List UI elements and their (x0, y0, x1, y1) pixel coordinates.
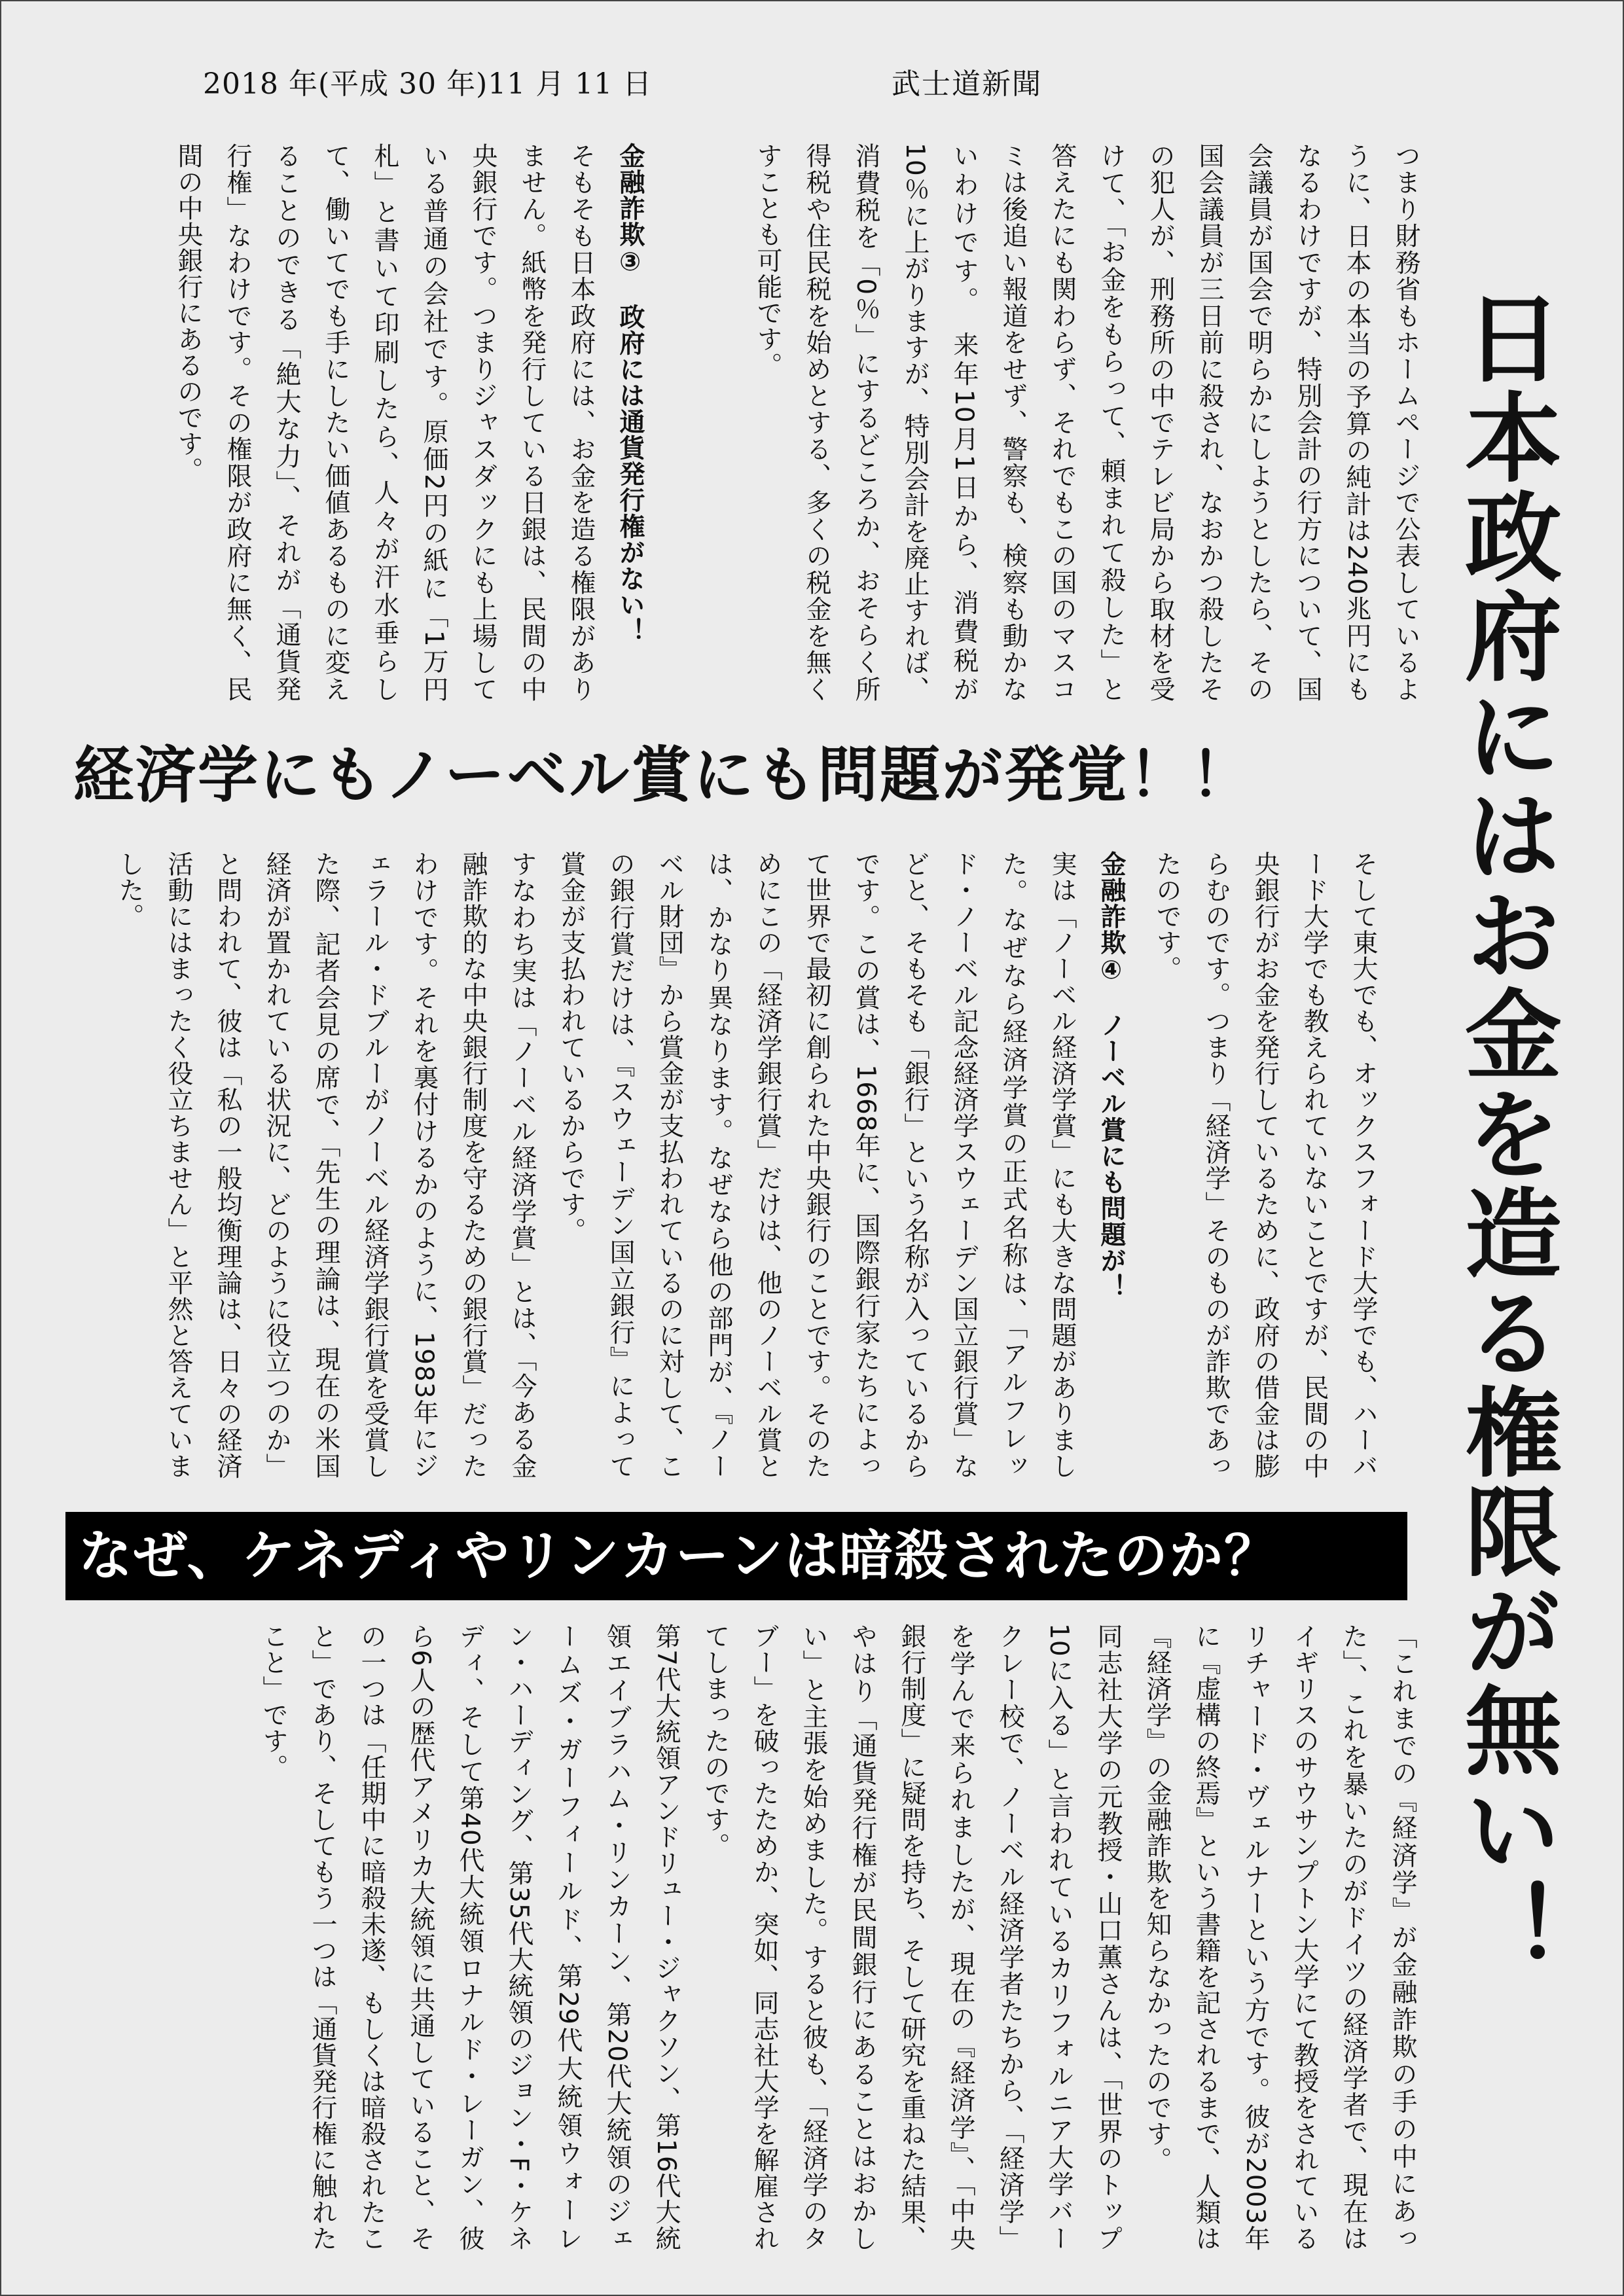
paragraph: そして東大でも、オックスフォード大学でも、ハーバード大学でも教えられていないことですが、民間の中央銀行がお金を発行しているために、政府の借金は膨らむのです。つまり「経済学」そのものが詐欺であったのです。 (1152, 851, 1378, 1479)
subheading-fraud-4: 金融詐欺④ ノーベル賞にも問題が！ (1096, 851, 1126, 1300)
issue-date: 2018 年(平成 30 年)11 月 11 日 (203, 67, 653, 101)
subheading-fraud-3: 金融詐欺③ 政府には通貨発行権がない！ (615, 143, 645, 644)
article-top-left (118, 143, 655, 702)
paragraph: すなわち実は「ノーベル経済学賞」とは、「今ある金融詐欺的な中央銀行制度を守るための銀行賞」だったわけです。それを裏付けるかのように、1983年にジェラール・ドブルーがノーベル経済学銀行賞を受賞した際、記者会見の席で、「先生の理論は、現在の米国経済が置かれている状況に、どのように役立つのか」と問われて、彼は「私の一般均衡理論は、日々の経済活動にはまったく役立ちません」と平然と答えていました。 (115, 851, 537, 1479)
paragraph: そもそも日本政府には、お金を造る権限がありません。紙幣を発行している日銀は、民間の中央銀行です。つまりジャスダックにも上場している普通の会社です。原価2円の紙に「1万円札」と書いて印刷したら、人々が汗水垂らして、働いてでも手にしたい価値あるものに変えることのできる「絶大な力」、それが「通貨発行権」なわけです。その権限が政府に無く、民間の中央銀行にあるのです。 (173, 143, 596, 702)
section-banner-assassination: なぜ、ケネディやリンカーンは暗殺されたのか？ (65, 1512, 1407, 1600)
section-banner-economics: 経済学にもノーベル賞にも問題が発覚！！ (73, 740, 1254, 810)
paragraph: 第7代大統領アンドリュー・ジャクソン、第16代大統領エイブラハム・リンカーン、第20代大統領のジェームズ・ガーフィールド、第29代大統領ウォーレン・ハーディング、第35代大統領のジョン・F・ケネディ、そして第40代大統領ロナルド・レーガン、彼ら6人の歴代アメリカ大統領に共通していること、その一つは「任期中に暗殺未遂、もしくは暗殺されたこと」であり、そしてもう一つは「通貨発行権に触れたこと」です。 (259, 1623, 681, 2251)
article-top-right (707, 143, 1430, 702)
article-bottom (118, 1623, 1427, 2251)
main-headline: 日本政府にはお金を造る権限が無い！ (1449, 288, 1562, 1979)
newspaper-name: 武士道新聞 (892, 67, 1042, 101)
article-middle-right (1152, 851, 1388, 1479)
paragraph: つまり財務省もホームページで公表しているように、日本の本当の予算の純計は240兆円にもなるわけですが、特別会計の行方について、国会議員が国会で明らかにしようとしたら、その国会議員が三日前に殺され、なおかつ殺したその犯人が、刑務所の中でテレビ局から取材を受けて、「お金をもらって、頼まれて殺した」と答えたにも関わらず、それでもこの国のマスコミは後追い報道をせず、警察も、検察も動かないわけです。 来年10月1日から、消費税が10％に上がりますが、特別会計を廃止すれば、消費税を「0％」にするどころか、おそらく所得税や住民税を始めとする、多くの税金を無くすことも可能です。 (753, 143, 1420, 702)
paragraph: 「これまでの『経済学』が金融詐欺の手の中にあった」、これを暴いたのがドイツの経済学者で、現在はイギリスのサウサンプトン大学にて教授をされているリチャード・ヴェルナーという方です。彼が2003年に『虚構の終焉』という書籍を記されるまで、人類は『経済学』の金融詐欺を知らなかったのです。 (1142, 1623, 1417, 2251)
paragraph: 同志社大学の元教授・山口薫さんは、「世界のトップ10に入る」と言われているカリフォルニア大学バークレー校で、ノーベル経済学者たちから、「経済学」を学んで来られましたが、現在の『経済学』、「中央銀行制度」に疑問を持ち、そして研究を重ねた結果、やはり「通貨発行権が民間銀行にあることはおかしい」と主張を始めました。すると彼も、「経済学のタブー」を破ったためか、突如、同志社大学を解雇されてしまったのです。 (700, 1623, 1123, 2252)
paragraph: 実は「ノーベル経済学賞」にも大きな問題がありました。なぜなら経済学賞の正式名称は、「アルフレッド・ノーベル記念経済学スウェーデン国立銀行賞」などと、そもそも「銀行」という名称が入っているからです。この賞は、1668年に、国際銀行家たちによって世界で最初に創られた中央銀行のことです。そのためにこの「経済学銀行賞」だけは、他のノーベル賞とは、かなり異なります。なぜなら他の部門が、『ノーベル財団』から賞金が支払われているのに対して、この銀行賞だけは、『スウェーデン国立銀行』によって賞金が支払われているからです。 (556, 851, 1077, 1480)
article-middle-left (75, 851, 1136, 1479)
